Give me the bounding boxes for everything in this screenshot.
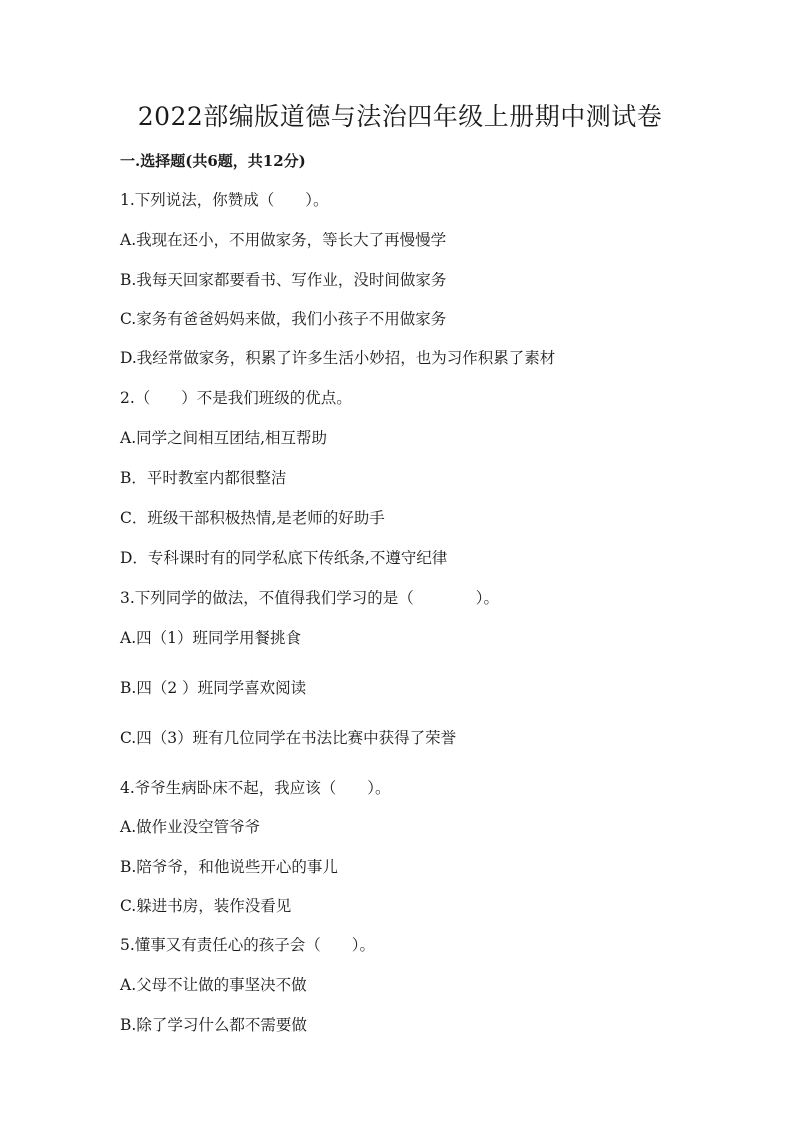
answer-option: C.躲进书房，装作没看见 <box>120 897 292 915</box>
answer-option: B．平时教室内都很整洁 <box>120 469 287 487</box>
question-stem: 4.爷爷生病卧床不起，我应该（ ）。 <box>120 779 391 797</box>
answer-option: B.四（2 ）班同学喜欢阅读 <box>120 679 307 697</box>
answer-option: B.我每天回家都要看书、写作业，没时间做家务 <box>120 271 447 289</box>
answer-option: B.除了学习什么都不需要做 <box>120 1016 307 1034</box>
answer-option: A.做作业没空管爷爷 <box>120 818 261 836</box>
answer-option: D.我经常做家务，积累了许多生活小妙招，也为习作积累了素材 <box>120 349 556 367</box>
section-heading: 一.选择题(共6题，共12分) <box>120 152 306 170</box>
answer-option: A.四（1）班同学用餐挑食 <box>120 629 301 647</box>
question-stem: 2.（ ）不是我们班级的优点。 <box>120 389 352 407</box>
question-stem: 1.下列说法，你赞成（ ）。 <box>120 191 329 209</box>
answer-option: A.父母不让做的事坚决不做 <box>120 976 307 994</box>
answer-option: A.我现在还小，不用做家务，等长大了再慢慢学 <box>120 231 447 249</box>
answer-option: C．班级干部积极热情,是老师的好助手 <box>120 509 385 527</box>
answer-option: C.家务有爸爸妈妈来做，我们小孩子不用做家务 <box>120 310 447 328</box>
question-stem: 3.下列同学的做法，不值得我们学习的是（ ）。 <box>120 589 500 607</box>
answer-option: B.陪爷爷，和他说些开心的事儿 <box>120 858 338 876</box>
document-title: 2022部编版道德与法治四年级上册期中测试卷 <box>137 102 663 131</box>
answer-option: A.同学之间相互团结,相互帮助 <box>120 429 328 447</box>
question-stem: 5.懂事又有责任心的孩子会（ ）。 <box>120 936 376 954</box>
answer-option: D．专科课时有的同学私底下传纸条,不遵守纪律 <box>120 549 448 567</box>
answer-option: C.四（3）班有几位同学在书法比赛中获得了荣誉 <box>120 729 457 747</box>
